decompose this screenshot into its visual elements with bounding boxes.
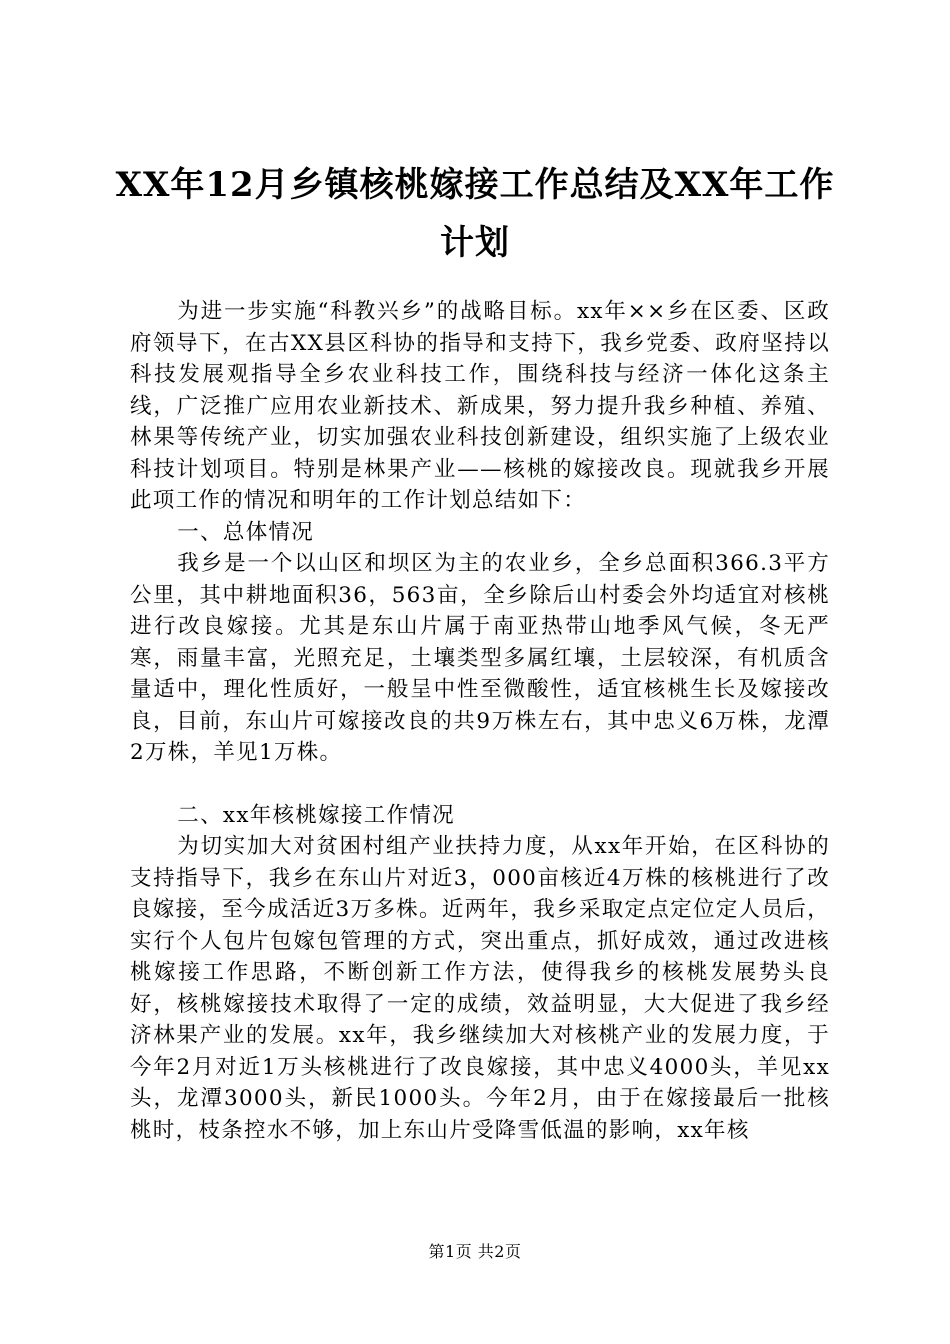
document-title-line-2: 计划 [440, 223, 510, 263]
page-number-footer: 第1页 共2页 [428, 1242, 522, 1261]
intro-paragraph: 为进一步实施“科教兴乡”的战略目标。xx年××乡在区委、区政府领导下，在古XX县区科协的指导和支持下，我乡党委、政府坚持以科技发展观指导全乡农业科技工作，围绕科技与经济一体化这条主线，广泛推广应用农业新技术、新成果，努力提升我乡种植、养殖、林果等传统产业，切实加强农业科技创新建设，组织实施了上级农业科技计划项目。特别是林果产业——核桃的嫁接改良。现就我乡开展此项工作的情况和明年的工作计划总结如下： [130, 299, 830, 513]
section-heading-grafting-work: 二、xx年核桃嫁接工作情况 [177, 802, 455, 828]
grafting-work-paragraph: 为切实加大对贫困村组产业扶持力度，从xx年开始，在区科协的支持指导下，我乡在东山片对近3，000亩核近4万株的核桃进行了改良嫁接，至今成活近3万多株。近两年，我乡采取定点定位定人员后，实行个人包片包嫁包管理的方式，突出重点，抓好成效，通过改进核桃嫁接工作思路，不断创新工作方法，使得我乡的核桃发展势头良好，核桃嫁接技术取得了一定的成绩，效益明显，大大促进了我乡经济林果产业的发展。xx年，我乡继续加大对核桃产业的发展力度，于今年2月对近1万头核桃进行了改良嫁接，其中忠义4000头，羊见xx头，龙潭3000头，新民1000头。今年2月，由于在嫁接最后一批核桃时，枝条控水不够，加上东山片受降雪低温的影响，xx年核 [130, 834, 830, 1143]
document-title-line-1: XX年12月乡镇核桃嫁接工作总结及XX年工作 [115, 165, 835, 205]
section-heading-overview: 一、总体情况 [177, 519, 315, 545]
overview-paragraph: 我乡是一个以山区和坝区为主的农业乡，全乡总面积366.3平方公里，其中耕地面积36，563亩，全乡除后山村委会外均适宜对核桃进行改良嫁接。尤其是东山片属于南亚热带山地季风气候，冬无严寒，雨量丰富，光照充足，土壤类型多属红壤，土层较深，有机质含量适中，理化性质好，一般呈中性至微酸性，适宜核桃生长及嫁接改良，目前，东山片可嫁接改良的共9万株左右，其中忠义6万株，龙潭2万株，羊见1万株。 [130, 551, 830, 765]
document-body [130, 296, 830, 1146]
